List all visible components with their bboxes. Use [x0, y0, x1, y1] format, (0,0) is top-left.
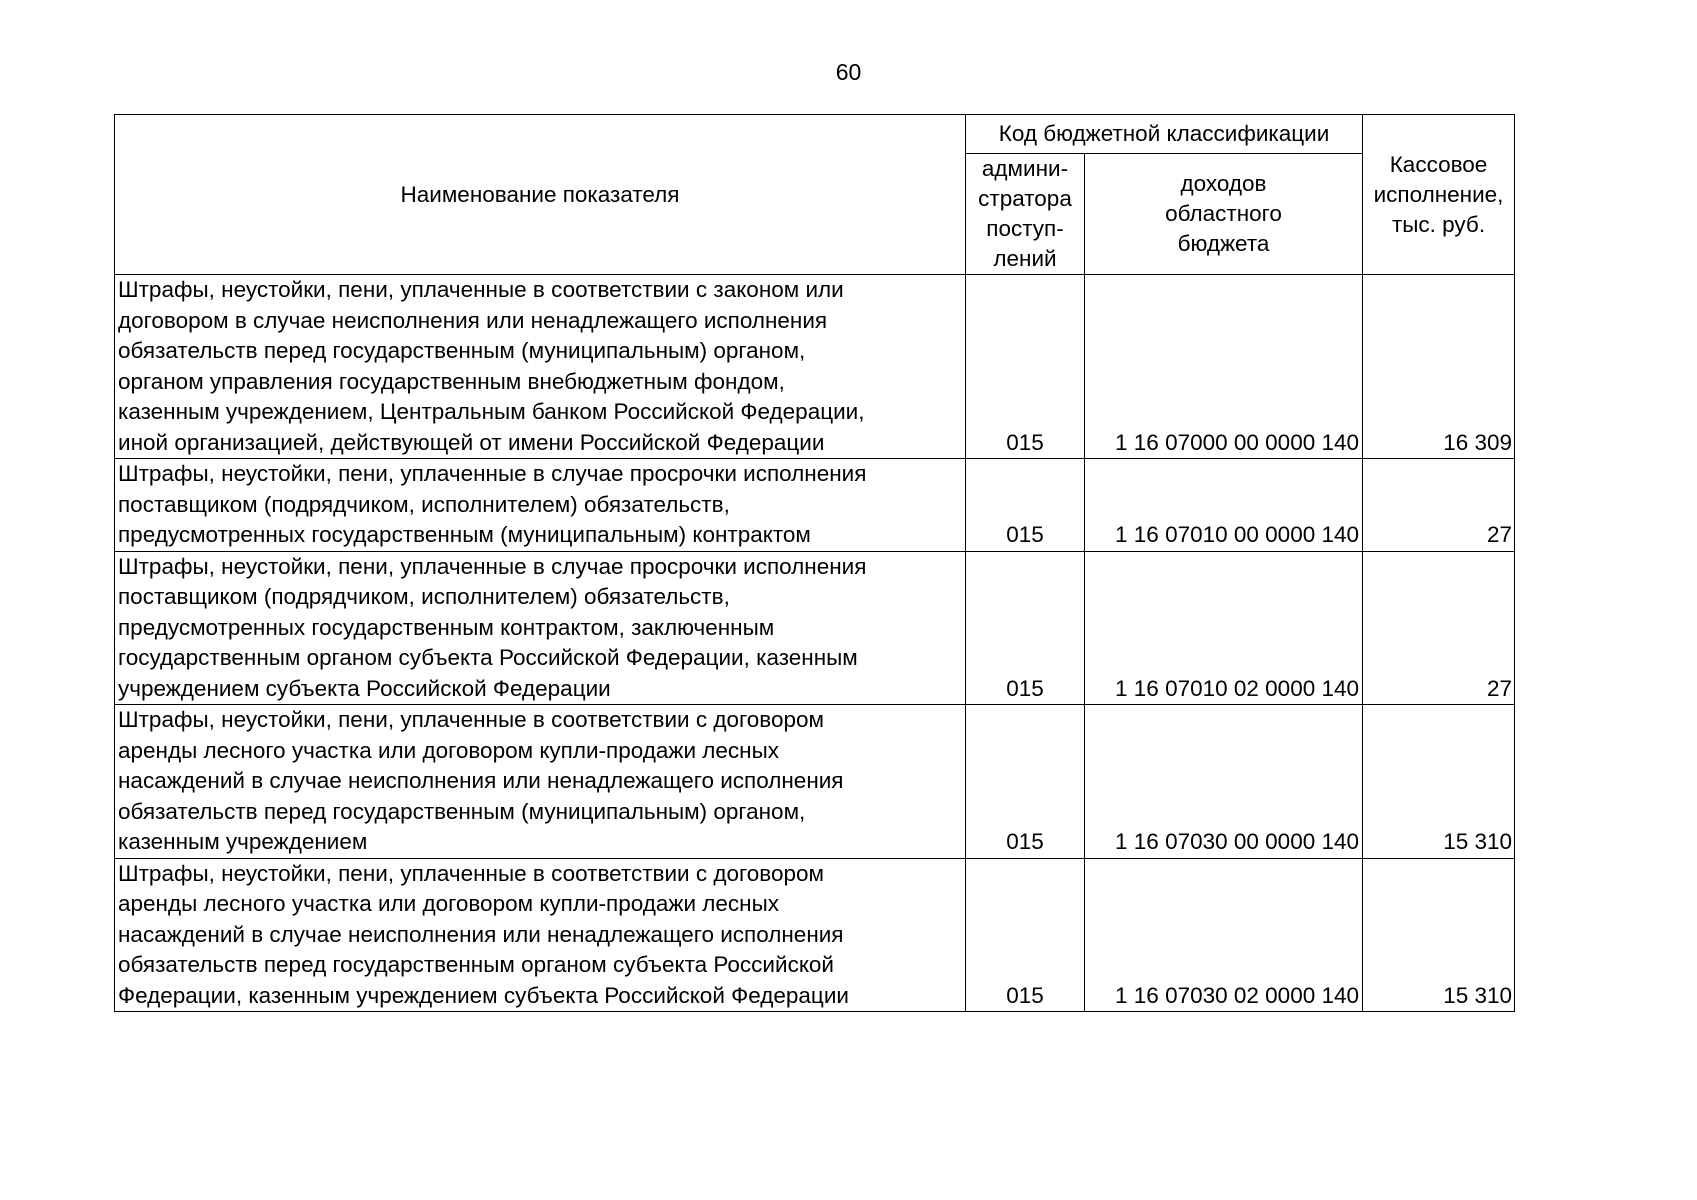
header-cash-execution-line: исполнение,: [1373, 181, 1504, 207]
description-cell: [115, 275, 966, 459]
admin-code-cell: 015: [966, 275, 1085, 459]
admin-code-cell: 015: [966, 459, 1085, 552]
description-line: обязательств перед государственным (муниципальным) органом,: [118, 798, 806, 824]
description-line: казенным учреждением: [118, 829, 368, 854]
income-code-cell: 1 16 07010 02 0000 140: [1085, 551, 1363, 705]
description-line: аренды лесного участка или договором купли-продажи лесных: [118, 891, 780, 916]
description-line: предусмотренных государственным (муниципальным) контрактом: [118, 522, 811, 547]
table-row: [115, 551, 1515, 705]
income-code-cell: 1 16 07000 00 0000 140: [1085, 275, 1363, 459]
description-line: аренды лесного участка или договором купли-продажи лесных: [118, 737, 780, 763]
admin-code-cell: 015: [966, 858, 1085, 1012]
description-line: Штрафы, неустойки, пени, уплаченные в соответствии с законом или: [118, 277, 844, 302]
description-line: Штрафы, неустойки, пени, уплаченные в случае просрочки исполнения: [118, 553, 867, 579]
description-cell: [115, 705, 966, 859]
description-cell: [115, 551, 966, 705]
header-administrator-line: админи-: [981, 156, 1069, 181]
header-cash-execution: [1363, 115, 1515, 275]
description-cell: [115, 858, 966, 1012]
description-line: договором в случае неисполнения или ненадлежащего исполнения: [118, 307, 828, 333]
header-income-line: областного: [1165, 201, 1282, 226]
header-cash-execution-line: тыс. руб.: [1391, 211, 1486, 237]
description-line: насаждений в случае неисполнения или ненадлежащего исполнения: [118, 921, 844, 947]
description-line: обязательств перед государственным органом субъекта Российской: [118, 952, 835, 977]
description-line: насаждений в случае неисполнения или ненадлежащего исполнения: [118, 768, 844, 793]
header-name: Наименование показателя: [115, 115, 966, 275]
header-administrator-line: поступ-: [986, 216, 1064, 241]
description-line: поставщиком (подрядчиком, исполнителем) обязательств,: [118, 491, 730, 517]
header-income-line: доходов: [1180, 171, 1267, 196]
admin-code-cell: 015: [966, 551, 1085, 705]
description-line: казенным учреждением, Центральным банком Российской Федерации,: [118, 399, 865, 424]
description-line: поставщиком (подрядчиком, исполнителем) обязательств,: [118, 584, 730, 609]
admin-code-cell: 015: [966, 705, 1085, 859]
income-code-cell: 1 16 07010 00 0000 140: [1085, 459, 1363, 552]
description-line: Штрафы, неустойки, пени, уплаченные в соответствии с договором: [118, 707, 824, 732]
header-administrator: [966, 154, 1085, 275]
amount-cell: 15 310: [1363, 858, 1515, 1012]
header-cash-execution-line: Кассовое: [1389, 151, 1488, 177]
description-line: Штрафы, неустойки, пени, уплаченные в случае просрочки исполнения: [118, 461, 867, 486]
income-code-cell: 1 16 07030 02 0000 140: [1085, 858, 1363, 1012]
description-line: обязательств перед государственным (муниципальным) органом,: [118, 338, 806, 363]
header-administrator-line: стратора: [978, 186, 1072, 211]
header-budget-classification-code: Код бюджетной классификации: [966, 115, 1363, 154]
description-line: учреждением субъекта Российской Федерации: [118, 675, 611, 701]
description-cell: [115, 459, 966, 552]
amount-cell: 16 309: [1363, 275, 1515, 459]
table-row: [115, 459, 1515, 552]
amount-cell: 27: [1363, 551, 1515, 705]
table-row: [115, 705, 1515, 859]
header-income-line: бюджета: [1177, 231, 1270, 256]
description-line: государственным органом субъекта Российской Федерации, казенным: [118, 645, 858, 670]
description-line: иной организацией, действующей от имени Российской Федерации: [118, 429, 825, 455]
table-row: [115, 275, 1515, 459]
description-line: Штрафы, неустойки, пени, уплаченные в соответствии с договором: [118, 860, 824, 886]
amount-cell: 27: [1363, 459, 1515, 552]
amount-cell: 15 310: [1363, 705, 1515, 859]
description-line: Федерации, казенным учреждением субъекта Российской Федерации: [118, 982, 849, 1008]
income-code-cell: 1 16 07030 00 0000 140: [1085, 705, 1363, 859]
page-number: 60: [835, 59, 862, 85]
table-row: [115, 858, 1515, 1012]
header-administrator-line: лений: [993, 246, 1057, 271]
header-income: [1085, 154, 1363, 275]
budget-table: [114, 114, 1515, 1012]
description-line: предусмотренных государственным контрактом, заключенным: [118, 614, 775, 640]
description-line: органом управления государственным внебюджетным фондом,: [118, 368, 785, 394]
